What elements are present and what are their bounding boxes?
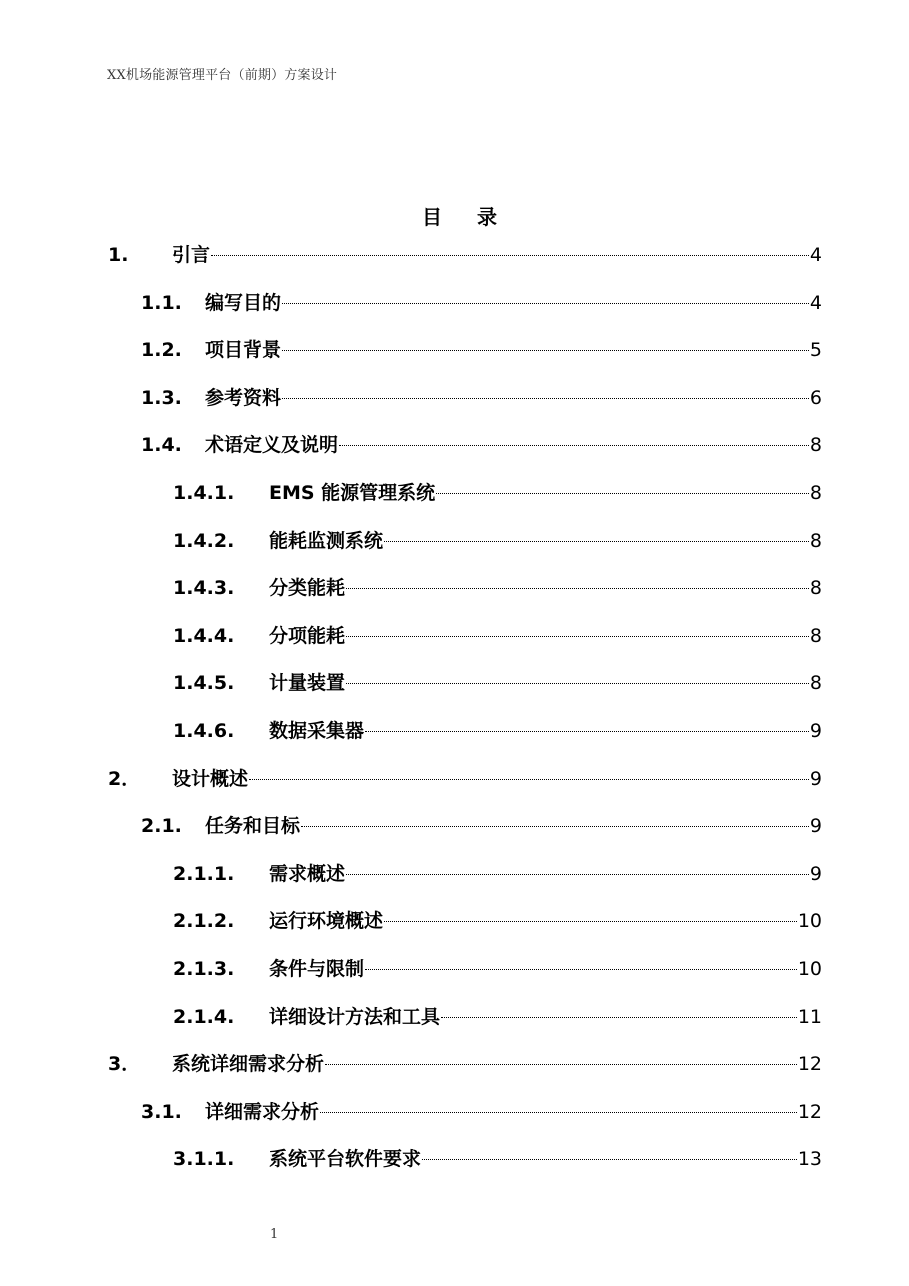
toc-entry[interactable] xyxy=(173,906,822,936)
toc-entry[interactable] xyxy=(173,526,822,556)
toc-dot-leader xyxy=(346,683,809,684)
toc-entry-page: 12 xyxy=(797,1101,822,1123)
toc-entry-number: 1.4. xyxy=(141,434,182,456)
toc-entry-page: 6 xyxy=(809,387,822,409)
toc-dot-leader xyxy=(339,445,809,446)
toc-entry-page: 4 xyxy=(809,244,822,266)
toc-entry-title[interactable]: 分项能耗 xyxy=(269,625,346,647)
toc-dot-leader xyxy=(320,1112,797,1113)
toc-dot-leader xyxy=(384,921,797,922)
toc-entry[interactable] xyxy=(108,240,822,270)
toc-entry-page: 4 xyxy=(809,292,822,314)
toc-entry-page: 8 xyxy=(809,530,822,552)
toc-entry-page: 8 xyxy=(809,482,822,504)
toc-entry-page: 8 xyxy=(809,434,822,456)
toc-dot-leader xyxy=(282,350,809,351)
toc-dot-leader xyxy=(422,1159,797,1160)
toc-entry-number: 2.1.1. xyxy=(173,863,235,885)
toc-entry-number: 1.4.2. xyxy=(173,530,235,552)
toc-dot-leader xyxy=(365,969,797,970)
toc-entry-title[interactable]: 运行环境概述 xyxy=(269,910,384,932)
toc-dot-leader xyxy=(249,779,809,780)
toc-entry-page: 9 xyxy=(809,815,822,837)
toc-entry-title[interactable]: 需求概述 xyxy=(269,863,346,885)
toc-entry-number: 2.1. xyxy=(141,815,182,837)
toc-dot-leader xyxy=(282,303,809,304)
page-number: 1 xyxy=(270,1227,279,1242)
page-header: XX机场能源管理平台（前期）方案设计 xyxy=(107,68,338,83)
toc-entry[interactable] xyxy=(141,811,822,841)
toc-dot-leader xyxy=(346,588,809,589)
toc-entry-page: 12 xyxy=(797,1053,822,1075)
toc-entry-page: 10 xyxy=(797,958,822,980)
toc-dot-leader xyxy=(346,874,809,875)
toc-entry-title[interactable]: 系统详细需求分析 xyxy=(172,1053,325,1075)
toc-entry-title[interactable]: 系统平台软件要求 xyxy=(269,1148,422,1170)
toc-title: 目 录 xyxy=(422,205,511,229)
toc-entry[interactable] xyxy=(141,430,822,460)
toc-entry-number: 3.1. xyxy=(141,1101,182,1123)
toc-dot-leader xyxy=(301,826,809,827)
toc-entry[interactable] xyxy=(173,621,822,651)
toc-entry-page: 9 xyxy=(809,863,822,885)
toc-entry[interactable] xyxy=(173,1144,822,1174)
toc-entry-page: 10 xyxy=(797,910,822,932)
toc-entry-page: 9 xyxy=(809,720,822,742)
toc-entry[interactable] xyxy=(173,573,822,603)
toc-entry-title[interactable]: 详细设计方法和工具 xyxy=(269,1006,441,1028)
toc-entry-number: 1.4.3. xyxy=(173,577,235,599)
toc-entry-number: 1.4.4. xyxy=(173,625,235,647)
toc-entry[interactable] xyxy=(108,1049,822,1079)
toc-entry-title[interactable]: 编写目的 xyxy=(205,292,282,314)
toc-entry-number: 1. xyxy=(108,244,129,266)
toc-entry[interactable] xyxy=(173,716,822,746)
toc-entry-page: 5 xyxy=(809,339,822,361)
toc-entry-number: 1.4.6. xyxy=(173,720,235,742)
toc-entry-page: 8 xyxy=(809,625,822,647)
toc-dot-leader xyxy=(346,636,809,637)
toc-entry-number: 2.1.4. xyxy=(173,1006,235,1028)
toc-dot-leader xyxy=(384,541,809,542)
toc-entry-number: 3． xyxy=(108,1053,141,1075)
toc-entry-title[interactable]: EMS 能源管理系统 xyxy=(269,482,436,504)
toc-entry-title[interactable]: 能耗监测系统 xyxy=(269,530,384,552)
toc-entry[interactable] xyxy=(173,954,822,984)
toc-entry-title[interactable]: 数据采集器 xyxy=(269,720,365,742)
toc-entry-title[interactable]: 计量装置 xyxy=(269,672,346,694)
toc-entry-number: 2.1.3. xyxy=(173,958,235,980)
toc-entry-title[interactable]: 分类能耗 xyxy=(269,577,346,599)
toc-entry[interactable] xyxy=(108,764,822,794)
toc-entry-number: 1.4.1. xyxy=(173,482,235,504)
toc-entry-page: 13 xyxy=(797,1148,822,1170)
toc-entry-number: 3.1.1. xyxy=(173,1148,235,1170)
toc-entry-number: 1.4.5. xyxy=(173,672,235,694)
toc-entry-title[interactable]: 参考资料 xyxy=(205,387,282,409)
toc-entry[interactable] xyxy=(141,383,822,413)
toc-entry-page: 8 xyxy=(809,577,822,599)
toc-entry-title[interactable]: 详细需求分析 xyxy=(205,1101,320,1123)
toc-dot-leader xyxy=(365,731,809,732)
toc-dot-leader xyxy=(441,1017,797,1018)
toc-entry-title[interactable]: 设计概述 xyxy=(172,768,249,790)
toc-entry-page: 8 xyxy=(809,672,822,694)
toc-dot-leader xyxy=(325,1064,797,1065)
toc-dot-leader xyxy=(211,255,809,256)
toc-entry-title[interactable]: 引言 xyxy=(172,244,211,266)
toc-dot-leader xyxy=(436,493,809,494)
toc-entry-title[interactable]: 任务和目标 xyxy=(205,815,301,837)
toc-entry-title[interactable]: 项目背景 xyxy=(205,339,282,361)
toc-entry-title[interactable]: 条件与限制 xyxy=(269,958,365,980)
toc-entry-number: 1.2. xyxy=(141,339,182,361)
toc-entry-title[interactable]: 术语定义及说明 xyxy=(205,434,339,456)
toc-entry-number: 2． xyxy=(108,768,141,790)
toc-dot-leader xyxy=(282,398,809,399)
toc-entry-page: 11 xyxy=(797,1006,822,1028)
toc-entry[interactable] xyxy=(141,335,822,365)
toc-entry[interactable] xyxy=(173,478,822,508)
toc-entry[interactable] xyxy=(141,288,822,318)
toc-entry-number: 1.3. xyxy=(141,387,182,409)
toc-entry[interactable] xyxy=(173,668,822,698)
toc-entry-number: 2.1.2. xyxy=(173,910,235,932)
toc-entry-page: 9 xyxy=(809,768,822,790)
toc-entry-number: 1.1. xyxy=(141,292,182,314)
toc-entry[interactable] xyxy=(141,1097,822,1127)
toc-entry[interactable] xyxy=(173,1002,822,1032)
toc-entry[interactable] xyxy=(173,859,822,889)
